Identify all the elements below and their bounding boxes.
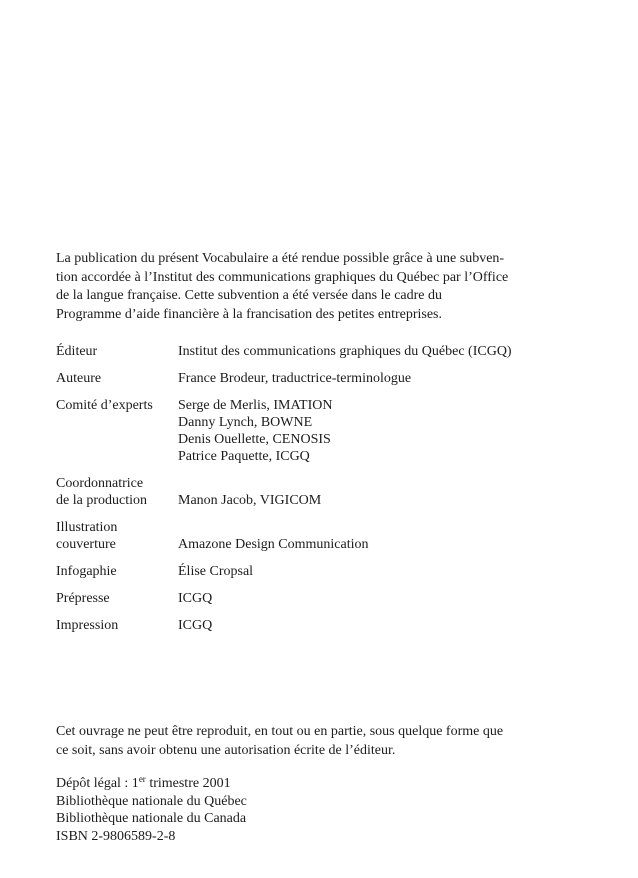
intro-line: de la langue française. Cette subvention a été versée dans le cadre du bbox=[56, 288, 442, 304]
credit-value: Serge de Merlis, IMATION bbox=[178, 398, 333, 413]
copyright-line: Cet ouvrage ne peut être reproduit, en tout ou en partie, sous quelque forme que bbox=[56, 724, 504, 739]
credit-value: Élise Cropsal bbox=[178, 564, 254, 579]
credit-row-coordonnatrice bbox=[56, 475, 576, 509]
credit-label bbox=[56, 519, 178, 553]
intro-line: La publication du présent Vocabulaire a été rendue possible grâce à une subven- bbox=[56, 251, 505, 266]
credit-value: Patrice Paquette, ICGQ bbox=[178, 449, 310, 464]
copyright-line: ce soit, sans avoir obtenu une autorisation écrite de l’éditeur. bbox=[56, 742, 396, 758]
credit-row-impression bbox=[56, 617, 576, 634]
credit-value: Danny Lynch, BOWNE bbox=[178, 415, 313, 430]
credit-label-line: Coordonnatrice bbox=[56, 476, 144, 491]
credit-row-infographie bbox=[56, 563, 576, 580]
credit-row-prepresse bbox=[56, 590, 576, 607]
credit-row-comite bbox=[56, 397, 576, 465]
credit-row-auteure bbox=[56, 370, 576, 387]
legal-deposit-prefix: Dépôt légal : 1 bbox=[56, 776, 139, 791]
legal-deposit-ordinal: er bbox=[138, 774, 146, 784]
credit-label: Comité d’experts bbox=[56, 398, 153, 413]
credit-value: ICGQ bbox=[178, 618, 213, 633]
legal-deposit bbox=[56, 775, 456, 845]
credit-label: Impression bbox=[56, 618, 119, 633]
intro-line: tion accordée à l’Institut des communications graphiques du Québec par l’Office bbox=[56, 269, 509, 285]
credit-row-editeur bbox=[56, 343, 576, 360]
credit-value: ICGQ bbox=[178, 591, 213, 606]
legal-deposit-line bbox=[56, 775, 456, 793]
library-quebec: Bibliothèque nationale du Québec bbox=[56, 793, 247, 809]
credit-label-line: Illustration bbox=[56, 520, 118, 535]
isbn: ISBN 2-9806589-2-8 bbox=[56, 828, 176, 844]
copyright-notice bbox=[56, 723, 576, 760]
credit-value-list bbox=[178, 397, 576, 465]
credit-value: Institut des communications graphiques du Québec (ICGQ) bbox=[178, 344, 512, 359]
credit-label: Éditeur bbox=[56, 344, 98, 359]
legal-deposit-suffix: trimestre 2001 bbox=[145, 776, 231, 791]
library-canada: Bibliothèque nationale du Canada bbox=[56, 811, 247, 826]
credit-value: Denis Ouellette, CENOSIS bbox=[178, 432, 331, 447]
intro-line: Programme d’aide financière à la francisation des petites entreprises. bbox=[56, 306, 443, 322]
credit-label bbox=[56, 475, 178, 509]
credit-value: Amazone Design Communication bbox=[178, 537, 369, 552]
credit-value: Manon Jacob, VIGICOM bbox=[178, 493, 322, 508]
credit-label: Infogaphie bbox=[56, 564, 117, 579]
credit-value: France Brodeur, traductrice-terminologue bbox=[178, 371, 412, 386]
intro-paragraph bbox=[56, 250, 556, 324]
credit-label: Prépresse bbox=[56, 591, 110, 606]
credit-label-line: couverture bbox=[56, 537, 116, 552]
credits-list bbox=[56, 343, 576, 644]
credit-label: Auteure bbox=[56, 371, 102, 386]
credit-row-illustration bbox=[56, 519, 576, 553]
credit-label-line: de la production bbox=[56, 493, 147, 508]
